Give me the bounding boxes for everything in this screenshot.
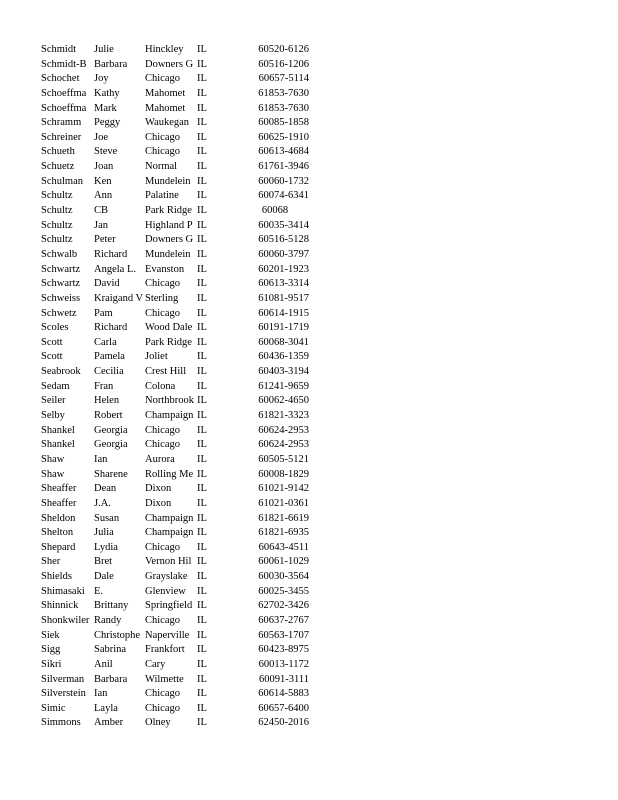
table-row <box>41 687 321 702</box>
last-name-cell: Shonkwiler <box>41 614 90 626</box>
city-cell: Mundelein <box>145 248 191 260</box>
last-name-cell: Schochet <box>41 73 80 85</box>
state-cell: IL <box>197 248 207 260</box>
state-cell: IL <box>197 483 207 495</box>
state-cell: IL <box>197 527 207 539</box>
zip-cell: 60624-2953 <box>258 439 309 451</box>
zip-cell: 60013-1172 <box>258 658 309 670</box>
city-cell: Chicago <box>145 278 180 290</box>
table-row <box>41 614 321 629</box>
state-cell: IL <box>197 336 207 348</box>
last-name-cell: Schwalb <box>41 248 78 260</box>
last-name-cell: Schueth <box>41 146 75 158</box>
table-row <box>41 482 321 497</box>
zip-cell: 60516-1206 <box>258 58 309 70</box>
state-cell: IL <box>197 102 207 114</box>
first-name-cell: Kathy <box>94 87 120 99</box>
table-row <box>41 453 321 468</box>
zip-cell: 60074-6341 <box>258 190 309 202</box>
first-name-cell: Randy <box>94 614 122 626</box>
zip-cell: 60403-3194 <box>258 366 309 378</box>
table-row <box>41 87 321 102</box>
city-cell: Mahomet <box>145 102 186 114</box>
table-row <box>41 248 321 263</box>
last-name-cell: Schmidt <box>41 44 77 55</box>
last-name-cell: Shankel <box>41 424 75 436</box>
table-row <box>41 702 321 717</box>
city-cell: Grayslake <box>145 571 188 583</box>
table-row <box>41 526 321 541</box>
last-name-cell: Sheaffer <box>41 483 77 495</box>
table-row <box>41 555 321 570</box>
first-name-cell: Richard <box>94 322 128 334</box>
zip-cell: 60436-1359 <box>258 351 309 363</box>
last-name-cell: Schramm <box>41 117 82 129</box>
zip-cell: 60423-8975 <box>258 644 309 656</box>
city-cell: Mundelein <box>145 175 191 187</box>
zip-cell: 60068 <box>261 205 289 217</box>
state-cell: IL <box>197 131 207 143</box>
table-row <box>41 321 321 336</box>
table-row <box>41 394 321 409</box>
first-name-cell: Robert <box>94 410 123 422</box>
first-name-cell: Georgia <box>94 424 128 436</box>
first-name-cell: Mark <box>94 102 117 114</box>
table-row <box>41 292 321 307</box>
zip-cell: 60025-3455 <box>258 585 309 597</box>
zip-cell: 60643-4511 <box>258 541 309 553</box>
last-name-cell: Schwartz <box>41 278 81 290</box>
last-name-cell: Schreiner <box>41 131 82 143</box>
first-name-cell: Brittany <box>94 600 129 612</box>
state-cell: IL <box>197 571 207 583</box>
state-cell: IL <box>197 146 207 158</box>
first-name-cell: Fran <box>94 380 114 392</box>
last-name-cell: Shinnick <box>41 600 79 612</box>
city-cell: Joliet <box>145 351 168 363</box>
city-cell: Sterling <box>145 292 179 304</box>
city-cell: Downers G <box>145 234 194 246</box>
city-cell: Glenview <box>145 585 186 597</box>
city-cell: Northbrook <box>145 395 194 407</box>
zip-cell: 60061-1029 <box>258 556 309 568</box>
zip-cell: 61761-3946 <box>258 161 309 173</box>
zip-cell: 60637-2767 <box>258 614 309 626</box>
city-cell: Chicago <box>145 439 180 451</box>
table-row <box>41 189 321 204</box>
table-row <box>41 116 321 131</box>
state-cell: IL <box>197 351 207 363</box>
state-cell: IL <box>197 614 207 626</box>
table-row <box>41 424 321 439</box>
zip-cell: 60516-5128 <box>258 234 309 246</box>
last-name-cell: Schuetz <box>41 161 75 173</box>
zip-cell: 60091-3111 <box>259 673 309 685</box>
last-name-cell: Shaw <box>41 453 65 465</box>
first-name-cell: Ian <box>94 688 108 700</box>
last-name-cell: Scoles <box>41 322 69 334</box>
last-name-cell: Sikri <box>41 658 62 670</box>
table-row <box>41 599 321 614</box>
last-name-cell: Shepard <box>41 541 76 553</box>
city-cell: Vernon Hil <box>145 556 192 568</box>
state-cell: IL <box>197 556 207 568</box>
first-name-cell: Joe <box>94 131 108 143</box>
state-cell: IL <box>197 219 207 231</box>
first-name-cell: Helen <box>94 395 120 407</box>
first-name-cell: Christophe <box>94 629 141 641</box>
first-name-cell: Dean <box>94 483 117 495</box>
first-name-cell: Peter <box>94 234 116 246</box>
city-cell: Rolling Me <box>145 468 194 480</box>
first-name-cell: Sharene <box>94 468 128 480</box>
first-name-cell: Amber <box>94 717 124 729</box>
last-name-cell: Schultz <box>41 205 73 217</box>
table-row <box>41 204 321 219</box>
last-name-cell: Seabrook <box>41 366 81 378</box>
zip-cell: 60624-2953 <box>258 424 309 436</box>
city-cell: Crest Hill <box>145 366 187 378</box>
first-name-cell: Richard <box>94 248 128 260</box>
first-name-cell: Barbara <box>94 673 128 685</box>
city-cell: Hinckley <box>145 44 184 55</box>
zip-cell: 61021-0361 <box>258 497 309 509</box>
first-name-cell: Joan <box>94 161 114 173</box>
table-row <box>41 673 321 688</box>
city-cell: Champaign <box>145 527 194 539</box>
table-row <box>41 307 321 322</box>
state-cell: IL <box>197 190 207 202</box>
state-cell: IL <box>197 541 207 553</box>
state-cell: IL <box>197 688 207 700</box>
last-name-cell: Schmidt-B <box>41 58 87 70</box>
last-name-cell: Shankel <box>41 439 75 451</box>
zip-cell: 61821-6935 <box>258 527 309 539</box>
city-cell: Dixon <box>145 483 172 495</box>
city-cell: Olney <box>145 717 171 729</box>
last-name-cell: Seiler <box>41 395 66 407</box>
state-cell: IL <box>197 395 207 407</box>
table-row <box>41 409 321 424</box>
zip-cell: 61853-7630 <box>258 102 309 114</box>
state-cell: IL <box>197 307 207 319</box>
table-row <box>41 277 321 292</box>
last-name-cell: Shaw <box>41 468 65 480</box>
city-cell: Dixon <box>145 497 172 509</box>
table-row <box>41 102 321 117</box>
table-row <box>41 716 321 731</box>
zip-cell: 60657-6400 <box>258 702 309 714</box>
table-row <box>41 629 321 644</box>
city-cell: Champaign <box>145 410 194 422</box>
first-name-cell: E. <box>94 585 104 597</box>
table-row <box>41 350 321 365</box>
last-name-cell: Shields <box>41 571 72 583</box>
last-name-cell: Selby <box>41 410 65 422</box>
state-cell: IL <box>197 292 207 304</box>
city-cell: Park Ridge <box>145 336 192 348</box>
state-cell: IL <box>197 58 207 70</box>
state-cell: IL <box>197 585 207 597</box>
first-name-cell: Cecilia <box>94 366 124 378</box>
last-name-cell: Schultz <box>41 234 73 246</box>
zip-cell: 61821-3323 <box>258 410 309 422</box>
last-name-cell: Sheaffer <box>41 497 77 509</box>
zip-cell: 60613-4684 <box>258 146 309 158</box>
last-name-cell: Sher <box>41 556 61 568</box>
city-cell: Chicago <box>145 146 180 158</box>
city-cell: Chicago <box>145 73 180 85</box>
state-cell: IL <box>197 278 207 290</box>
last-name-cell: Schultz <box>41 219 73 231</box>
first-name-cell: Julie <box>94 44 114 55</box>
first-name-cell: J.A. <box>94 497 111 509</box>
last-name-cell: Silverstein <box>41 688 86 700</box>
table-row <box>41 263 321 278</box>
zip-cell: 60060-3797 <box>258 248 309 260</box>
first-name-cell: Kraigand V <box>94 292 144 304</box>
first-name-cell: Susan <box>94 512 120 524</box>
zip-cell: 62450-2016 <box>258 717 309 729</box>
table-row <box>41 336 321 351</box>
last-name-cell: Shimasaki <box>41 585 85 597</box>
address-list-sheet <box>41 43 321 731</box>
zip-cell: 60068-3041 <box>258 336 309 348</box>
table-row <box>41 380 321 395</box>
city-cell: Chicago <box>145 702 180 714</box>
first-name-cell: Pamela <box>94 351 125 363</box>
state-cell: IL <box>197 44 207 55</box>
zip-cell: 61021-9142 <box>258 483 309 495</box>
state-cell: IL <box>197 439 207 451</box>
city-cell: Park Ridge <box>145 205 192 217</box>
last-name-cell: Siek <box>41 629 60 641</box>
city-cell: Colona <box>145 380 176 392</box>
first-name-cell: Ian <box>94 453 108 465</box>
city-cell: Wilmette <box>145 673 184 685</box>
zip-cell: 61241-9659 <box>258 380 309 392</box>
state-cell: IL <box>197 73 207 85</box>
table-row <box>41 175 321 190</box>
state-cell: IL <box>197 702 207 714</box>
last-name-cell: Schultz <box>41 190 73 202</box>
zip-cell: 61821-6619 <box>258 512 309 524</box>
table-row <box>41 658 321 673</box>
first-name-cell: Dale <box>94 571 114 583</box>
city-cell: Chicago <box>145 614 180 626</box>
zip-cell: 62702-3426 <box>258 600 309 612</box>
first-name-cell: Georgia <box>94 439 128 451</box>
state-cell: IL <box>197 497 207 509</box>
zip-cell: 60060-1732 <box>258 175 309 187</box>
city-cell: Palatine <box>145 190 179 202</box>
zip-cell: 60008-1829 <box>258 468 309 480</box>
zip-cell: 60625-1910 <box>258 131 309 143</box>
table-row <box>41 43 321 58</box>
last-name-cell: Simmons <box>41 717 81 729</box>
state-cell: IL <box>197 366 207 378</box>
city-cell: Cary <box>145 658 166 670</box>
state-cell: IL <box>197 234 207 246</box>
table-row <box>41 145 321 160</box>
table-row <box>41 160 321 175</box>
table-row <box>41 438 321 453</box>
city-cell: Evanston <box>145 263 185 275</box>
city-cell: Wood Dale <box>145 322 193 334</box>
first-name-cell: Bret <box>94 556 113 568</box>
city-cell: Naperville <box>145 629 190 641</box>
state-cell: IL <box>197 175 207 187</box>
first-name-cell: Ken <box>94 175 112 187</box>
state-cell: IL <box>197 512 207 524</box>
state-cell: IL <box>197 717 207 729</box>
first-name-cell: David <box>94 278 120 290</box>
city-cell: Waukegan <box>145 117 190 129</box>
state-cell: IL <box>197 263 207 275</box>
table-row <box>41 219 321 234</box>
last-name-cell: Schulman <box>41 175 83 187</box>
first-name-cell: Barbara <box>94 58 128 70</box>
first-name-cell: Steve <box>94 146 118 158</box>
last-name-cell: Schwetz <box>41 307 77 319</box>
table-row <box>41 58 321 73</box>
first-name-cell: Ann <box>94 190 113 202</box>
first-name-cell: Layla <box>94 702 118 714</box>
table-row <box>41 512 321 527</box>
city-cell: Downers G <box>145 58 194 70</box>
first-name-cell: Lydia <box>94 541 118 553</box>
city-cell: Chicago <box>145 424 180 436</box>
city-cell: Chicago <box>145 688 180 700</box>
last-name-cell: Schweiss <box>41 292 81 304</box>
last-name-cell: Schoeffma <box>41 102 87 114</box>
table-row <box>41 643 321 658</box>
table-row <box>41 233 321 248</box>
zip-cell: 60614-1915 <box>258 307 309 319</box>
last-name-cell: Silverman <box>41 673 85 685</box>
zip-cell: 61081-9517 <box>258 292 309 304</box>
table-row <box>41 468 321 483</box>
state-cell: IL <box>197 600 207 612</box>
city-cell: Chicago <box>145 131 180 143</box>
state-cell: IL <box>197 424 207 436</box>
zip-cell: 61853-7630 <box>258 87 309 99</box>
state-cell: IL <box>197 205 207 217</box>
table-row <box>41 131 321 146</box>
first-name-cell: Joy <box>94 73 109 85</box>
state-cell: IL <box>197 658 207 670</box>
first-name-cell: Jan <box>94 219 108 231</box>
zip-cell: 60191-1719 <box>258 322 309 334</box>
city-cell: Champaign <box>145 512 194 524</box>
last-name-cell: Scott <box>41 336 63 348</box>
table-row <box>41 570 321 585</box>
state-cell: IL <box>197 673 207 685</box>
zip-cell: 60505-5121 <box>258 453 309 465</box>
last-name-cell: Schwartz <box>41 263 81 275</box>
zip-cell: 60201-1923 <box>258 263 309 275</box>
city-cell: Highland P <box>145 219 193 231</box>
first-name-cell: Peggy <box>94 117 121 129</box>
first-name-cell: CB <box>94 205 109 217</box>
city-cell: Chicago <box>145 307 180 319</box>
last-name-cell: Sedam <box>41 380 70 392</box>
zip-cell: 60035-3414 <box>258 219 309 231</box>
last-name-cell: Sigg <box>41 644 61 656</box>
city-cell: Springfield <box>145 600 193 612</box>
state-cell: IL <box>197 468 207 480</box>
city-cell: Normal <box>145 161 178 173</box>
last-name-cell: Simic <box>41 702 66 714</box>
zip-cell: 60657-5114 <box>258 73 309 85</box>
table-row <box>41 365 321 380</box>
state-cell: IL <box>197 410 207 422</box>
zip-cell: 60520-6126 <box>258 44 309 55</box>
first-name-cell: Carla <box>94 336 117 348</box>
last-name-cell: Shelton <box>41 527 74 539</box>
state-cell: IL <box>197 322 207 334</box>
first-name-cell: Julia <box>94 527 114 539</box>
last-name-cell: Scott <box>41 351 63 363</box>
state-cell: IL <box>197 629 207 641</box>
city-cell: Aurora <box>145 453 175 465</box>
table-row <box>41 541 321 556</box>
zip-cell: 60613-3314 <box>258 278 309 290</box>
table-row <box>41 497 321 512</box>
table-row <box>41 585 321 600</box>
first-name-cell: Angela L. <box>94 263 136 275</box>
zip-cell: 60030-3564 <box>258 571 309 583</box>
zip-cell: 60062-4650 <box>258 395 309 407</box>
last-name-cell: Schoeffma <box>41 87 87 99</box>
state-cell: IL <box>197 161 207 173</box>
first-name-cell: Anil <box>94 658 113 670</box>
state-cell: IL <box>197 644 207 656</box>
zip-cell: 60085-1858 <box>258 117 309 129</box>
last-name-cell: Sheldon <box>41 512 76 524</box>
city-cell: Chicago <box>145 541 180 553</box>
state-cell: IL <box>197 380 207 392</box>
zip-cell: 60563-1707 <box>258 629 309 641</box>
city-cell: Frankfort <box>145 644 185 656</box>
table-row <box>41 72 321 87</box>
zip-cell: 60614-5883 <box>258 688 309 700</box>
first-name-cell: Sabrina <box>94 644 127 656</box>
city-cell: Mahomet <box>145 87 186 99</box>
state-cell: IL <box>197 117 207 129</box>
state-cell: IL <box>197 87 207 99</box>
state-cell: IL <box>197 453 207 465</box>
first-name-cell: Pam <box>94 307 113 319</box>
